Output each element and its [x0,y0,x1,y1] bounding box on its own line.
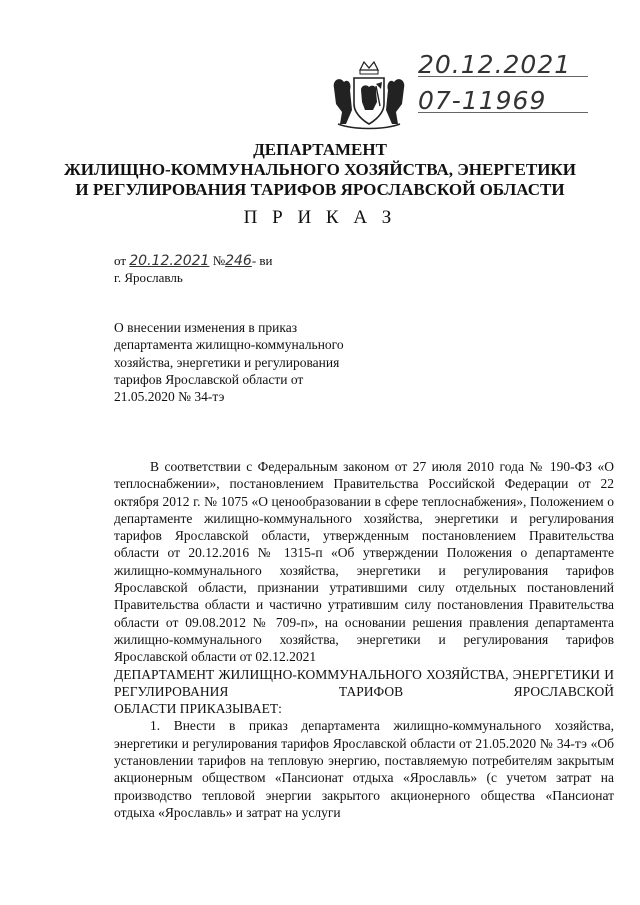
orders-heading-line2: ОБЛАСТИ ПРИКАЗЫВАЕТ: [114,701,282,717]
registration-date-underline [418,76,588,77]
item-1-paragraph: 1. Внести в приказ департамента жилищно-коммунального хозяйства, энергетики и регулирования тарифов Ярославской области от 21.05.2020 № 34-тэ «Об установлении тарифов на тепловую энергию, поставляемую потребителям закрытым акционерным обществом «Пансионат отдыха «Ярославль» (с учетом затрат на производство тепловой энергии закрытого акционерного общества «Пансионат отдыха «Ярославль» и затрат на услуги [114,718,614,820]
order-number-suffix: - ви [251,253,273,268]
from-label: от [114,253,127,268]
preamble-paragraph: В соответствии с Федеральным законом от 27 июля 2010 года № 190-ФЗ «О теплоснабжении», постановлением Правительства Российской Федерации от 22 октября 2012 г. № 1075 «О ценообразовании в сфере теплоснабжения», Положением о департаменте жилищно-коммунального хозяйства, энергетики и регулирования тарифов Ярославской области, утвержденным постановлением Правительства области от 20.12.2016 № 1315-п «Об утверждении Положения о департаменте жилищно-коммунального хозяйства, энергетики и регулирования тарифов Ярославской области, признании утратившими силу отдельных постановлений Правительства области и частично утратившим силу постановления Правительства области от 09.08.2012 № 709-п», на основании решения правления департамента жилищно-коммунального хозяйства, энергетики и регулирования тарифов Ярославской области от 02.12.2021 [114,459,614,665]
registration-number-underline [418,112,588,113]
orders-heading-line1: ДЕПАРТАМЕНТ ЖИЛИЩНО-КОММУНАЛЬНОГО ХОЗЯЙСТВА, ЭНЕРГЕТИКИ И РЕГУЛИРОВАНИЯ ТАРИФОВ ЯРОСЛАВСКОЙ [114,666,614,699]
city-line: г. Ярославль [114,270,183,285]
department-title-line3: И РЕГУЛИРОВАНИЯ ТАРИФОВ ЯРОСЛАВСКОЙ ОБЛАСТИ [75,180,565,199]
coat-of-arms-emblem [330,60,408,130]
order-subject: О внесении изменения в приказ департамента жилищно-коммунального хозяйства, энергетики и регулирования тарифов Ярославской области от 21.05.2020 № 34-тэ [114,320,344,405]
order-date-value: 20.12.2021 [129,253,210,269]
department-title-line1: ДЕПАРТАМЕНТ [253,140,387,159]
registration-number-handwritten: 07-11969 [418,86,547,115]
department-title-line2: ЖИЛИЩНО-КОММУНАЛЬНОГО ХОЗЯЙСТВА, ЭНЕРГЕТИКИ [64,160,576,179]
registration-date-handwritten: 20.12.2021 [418,50,572,79]
order-number-value: 246 [225,253,252,269]
number-label: № [212,253,226,268]
order-body [114,458,614,821]
document-type-heading: П Р И К А З [243,207,397,228]
order-date-number-line [114,253,273,269]
